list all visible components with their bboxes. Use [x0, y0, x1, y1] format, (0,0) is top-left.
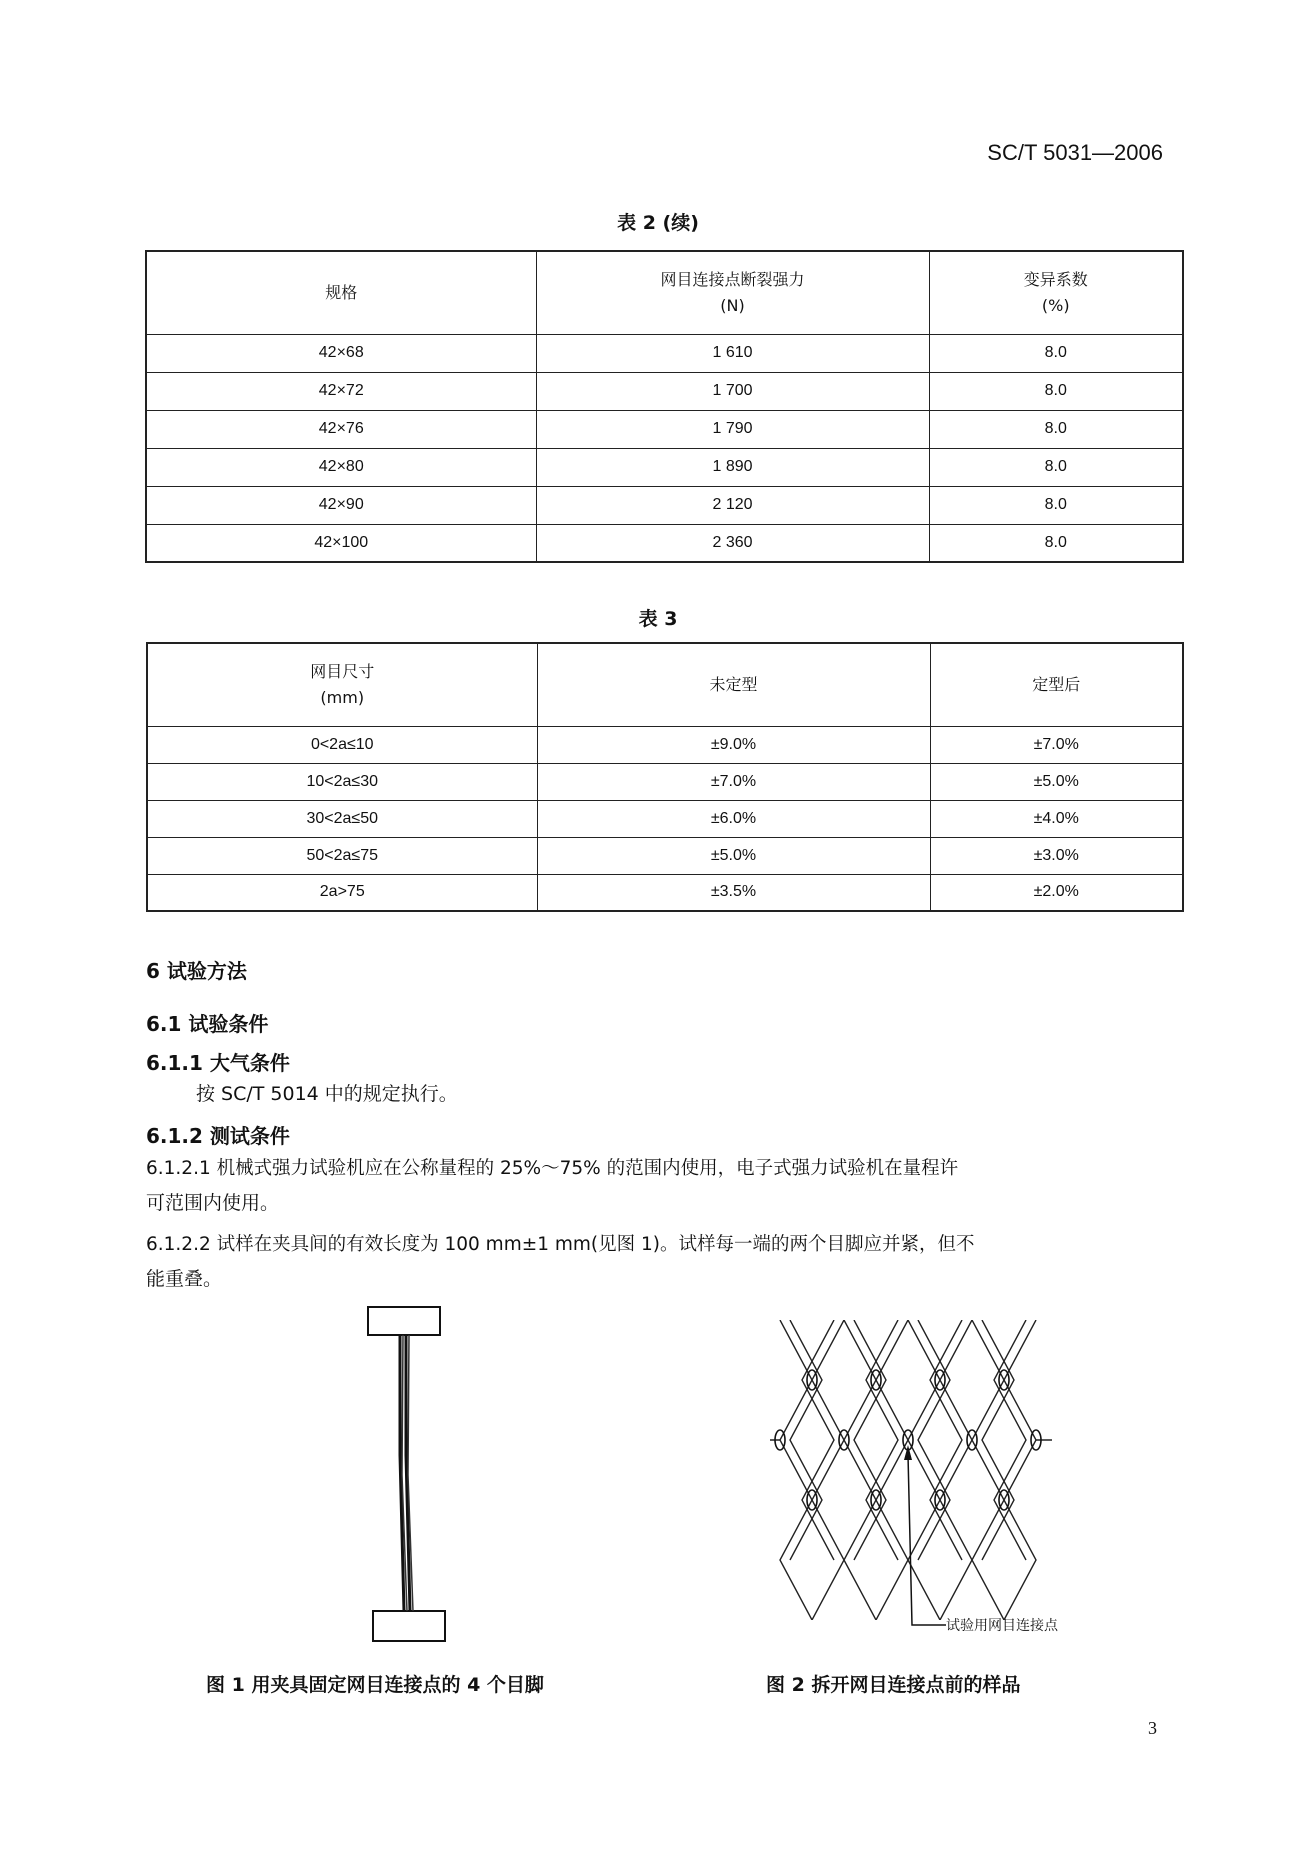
table2: [145, 250, 1184, 563]
table-cell: ±5.0%: [537, 837, 930, 874]
table-cell: 8.0: [929, 410, 1183, 448]
page-number: 3: [1148, 1718, 1157, 1738]
table-cell: 2 360: [536, 524, 929, 562]
figure2-callout-line: [900, 1455, 960, 1630]
figure2-callout-label: 试验用网目连接点: [946, 1618, 1058, 1634]
table-row: [146, 334, 1183, 372]
table-cell: 42×68: [146, 334, 536, 372]
table-cell: 50<2a≤75: [147, 837, 537, 874]
table3: [146, 642, 1184, 912]
table3-caption: 表 3: [638, 608, 678, 630]
top-clamp: [368, 1307, 440, 1335]
table2-header-row: [146, 251, 1183, 334]
section-6-1-heading: 6.1 试验条件: [146, 1012, 269, 1036]
table-cell: 1 890: [536, 448, 929, 486]
table-cell: 1 610: [536, 334, 929, 372]
table3-header-unset: 未定型: [537, 643, 930, 726]
section-6-1-2-2-line1: 6.1.2.2 试样在夹具间的有效长度为 100 mm±1 mm(见图 1)。试样每一端的两个目脚应并紧，但不: [146, 1234, 975, 1255]
section-6-heading: 6 试验方法: [146, 959, 247, 983]
table3-header-mesh-size: 网目尺寸 (mm): [147, 643, 537, 726]
table-row: [146, 410, 1183, 448]
section-6-1-1-text: 按 SC/T 5014 中的规定执行。: [196, 1083, 458, 1105]
table-cell: 8.0: [929, 448, 1183, 486]
table-row: [146, 486, 1183, 524]
table-cell: 10<2a≤30: [147, 763, 537, 800]
table-cell: 42×80: [146, 448, 536, 486]
table-cell: 8.0: [929, 334, 1183, 372]
table2-caption: 表 2 (续): [617, 212, 699, 234]
table-cell: ±6.0%: [537, 800, 930, 837]
section-6-1-1-heading: 6.1.1 大气条件: [146, 1051, 290, 1075]
section-6-1-2-1-line1: 6.1.2.1 机械式强力试验机应在公称量程的 25%～75% 的范围内使用，电子式强力试验机在量程许: [146, 1158, 959, 1179]
table-cell: 42×76: [146, 410, 536, 448]
table-cell: 2a>75: [147, 874, 537, 911]
table-row: [146, 524, 1183, 562]
table-cell: 0<2a≤10: [147, 726, 537, 763]
table-row: [146, 372, 1183, 410]
table-cell: 8.0: [929, 486, 1183, 524]
figure2-caption: 图 2 拆开网目连接点前的样品: [766, 1674, 1021, 1696]
table2-header-spec: 规格: [146, 251, 536, 334]
table-row: [147, 874, 1183, 911]
table-cell: 2 120: [536, 486, 929, 524]
bottom-clamp: [373, 1611, 445, 1641]
table-cell: 42×90: [146, 486, 536, 524]
table-cell: ±2.0%: [930, 874, 1183, 911]
table-cell: ±7.0%: [537, 763, 930, 800]
section-6-1-2-2-line2: 能重叠。: [146, 1268, 223, 1290]
table-cell: ±9.0%: [537, 726, 930, 763]
figure1-caption: 图 1 用夹具固定网目连接点的 4 个目脚: [206, 1674, 544, 1696]
section-6-1-2-1-line2: 可范围内使用。: [146, 1192, 280, 1214]
table-row: [147, 763, 1183, 800]
table-cell: ±5.0%: [930, 763, 1183, 800]
table-cell: 8.0: [929, 372, 1183, 410]
table3-header-set: 定型后: [930, 643, 1183, 726]
table-cell: 8.0: [929, 524, 1183, 562]
table-row: [147, 837, 1183, 874]
figure1-clamp-diagram: [360, 1305, 460, 1650]
section-6-1-2-heading: 6.1.2 测试条件: [146, 1124, 290, 1148]
table-cell: ±4.0%: [930, 800, 1183, 837]
table-cell: 42×72: [146, 372, 536, 410]
table2-header-cv: 变异系数 (%): [929, 251, 1183, 334]
table-row: [147, 726, 1183, 763]
table2-header-strength: 网目连接点断裂强力 (N): [536, 251, 929, 334]
table-cell: 1 700: [536, 372, 929, 410]
table-cell: ±3.5%: [537, 874, 930, 911]
table-row: [147, 800, 1183, 837]
table-cell: 42×100: [146, 524, 536, 562]
table-cell: 1 790: [536, 410, 929, 448]
table-row: [146, 448, 1183, 486]
table-cell: 30<2a≤50: [147, 800, 537, 837]
standard-code: SC/T 5031—2006: [987, 140, 1163, 165]
table3-header-row: [147, 643, 1183, 726]
table-cell: ±7.0%: [930, 726, 1183, 763]
table-cell: ±3.0%: [930, 837, 1183, 874]
